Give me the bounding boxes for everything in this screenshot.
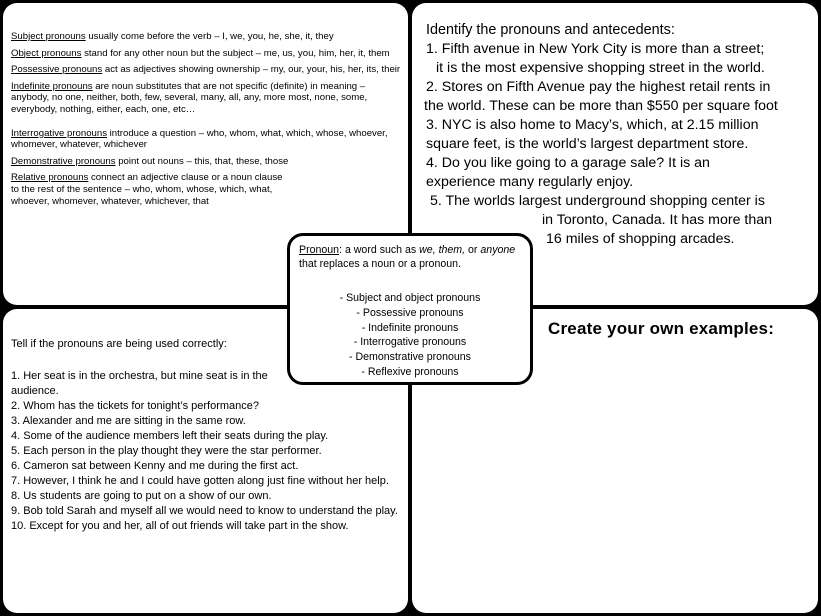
identify-line: 16 miles of shopping arcades. xyxy=(546,231,735,247)
list-item: - Possessive pronouns xyxy=(356,306,464,319)
definition-subject: Subject pronouns usually come before the verb – I, we, you, he, she, it, they xyxy=(11,31,334,42)
pronoun-definition-box xyxy=(287,233,533,385)
identify-line: 4. Do you like going to a garage sale? It is an xyxy=(426,155,710,171)
list-item: - Indefinite pronouns xyxy=(361,321,459,334)
pronoun-type-list xyxy=(296,291,524,380)
identify-line: 2. Stores on Fifth Avenue pay the highest retail rents in xyxy=(426,79,771,95)
identify-line: 1. Fifth avenue in New York City is more than a street; xyxy=(426,41,765,57)
identify-line: the world. These can be more than $550 per square foot xyxy=(424,98,778,114)
tell-item: 5. Each person in the play thought they were the star performer. xyxy=(11,445,322,457)
identify-line: in Toronto, Canada. It has more than xyxy=(542,212,773,228)
pronoun-definition: Pronoun: a word such as we, them, or anyone that replaces a noun or a pronoun. xyxy=(299,244,516,270)
tell-item: 1. Her seat is in the orchestra, but mine seat is in the audience. xyxy=(11,370,268,397)
tell-item: 2. Whom has the tickets for tonight’s performance? xyxy=(11,400,260,412)
tell-item: 6. Cameron sat between Kenny and me during the first act. xyxy=(11,460,299,472)
create-title: Create your own examples: xyxy=(548,319,775,338)
tell-item: 3. Alexander and me are sitting in the same row. xyxy=(11,415,246,427)
identify-title: Identify the pronouns and antecedents: xyxy=(426,22,675,38)
tell-item: 8. Us students are going to put on a show of our own. xyxy=(11,490,272,502)
identify-line: 3. NYC is also home to Macy’s, which, at 2.15 million xyxy=(426,117,759,133)
list-item: - Demonstrative pronouns xyxy=(349,351,471,364)
identify-line: experience many regularly enjoy. xyxy=(426,174,634,190)
definition-interrogative: Interrogative pronouns introduce a question – who, whom, what, which, whose, whoever, whomever, whatever, whichever xyxy=(11,127,388,151)
list-item: - Reflexive pronouns xyxy=(361,365,459,378)
identify-line: it is the most expensive shopping street in the world. xyxy=(436,60,765,76)
tell-title: Tell if the pronouns are being used correctly: xyxy=(11,338,227,350)
definition-possessive: Possessive pronouns act as adjectives showing ownership – my, our, your, his, her, its, their xyxy=(11,64,401,76)
tell-item: 10. Except for you and her, all of out friends will take part in the show. xyxy=(11,520,349,532)
identify-line: square feet, is the world’s largest department store. xyxy=(426,136,749,152)
identify-line: 5. The worlds largest underground shopping center is xyxy=(430,193,765,209)
definition-indefinite: Indefinite pronouns are noun substitutes that are not specific (definite) in meaning – anybody, no one, neither, both, few, several, many, all, any, more most, none, some, everybody, nothing, either, each, one, etc… xyxy=(11,80,368,115)
list-item: - Interrogative pronouns xyxy=(353,336,467,349)
definition-relative: Relative pronouns connect an adjective clause or a noun clause to the rest of the sentence – who, whom, whose, which, what, whoever, whomever, whatever, whichever, that xyxy=(11,172,283,207)
tell-item: 7. However, I think he and I could have gotten along just fine without her help. xyxy=(11,475,389,487)
tell-item: 4. Some of the audience members left their seats during the play. xyxy=(11,430,329,442)
list-item: - Subject and object pronouns xyxy=(339,292,481,304)
definition-demonstrative: Demonstrative pronouns point out nouns – this, that, these, those xyxy=(11,155,289,167)
tell-item: 9. Bob told Sarah and myself all we would need to know to understand the play. xyxy=(11,505,398,517)
definition-object: Object pronouns stand for any other noun but the subject – me, us, you, him, her, it, them xyxy=(11,47,390,59)
